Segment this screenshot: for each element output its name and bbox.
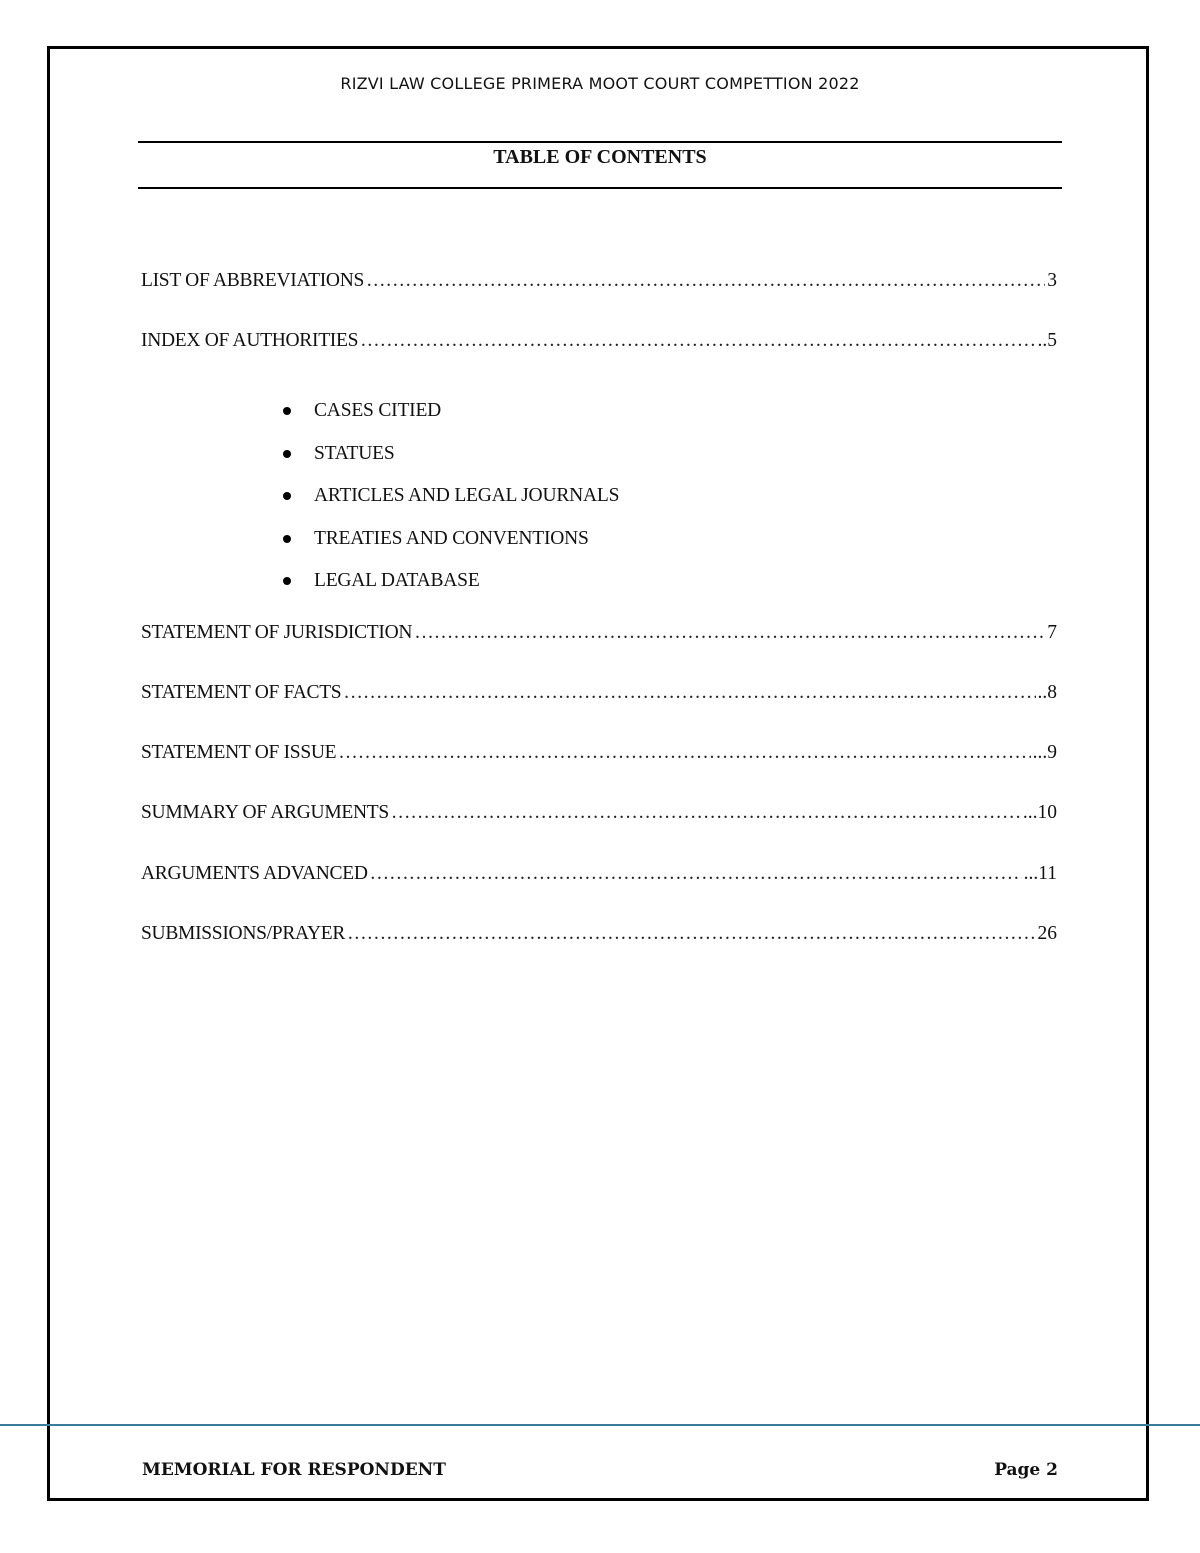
toc-entry-issue[interactable] — [141, 742, 1057, 764]
footer-page-number: Page 2 — [994, 1460, 1058, 1480]
toc-entry-facts[interactable] — [141, 682, 1057, 704]
toc-entry-label: INDEX OF AUTHORITIES — [141, 330, 359, 351]
list-item[interactable] — [280, 518, 619, 561]
dot-leader — [414, 622, 1045, 644]
toc-entry-label: STATEMENT OF ISSUE — [141, 742, 337, 763]
toc-entry-arguments[interactable] — [141, 863, 1057, 885]
dot-leader — [360, 330, 1035, 352]
toc-entry-abbreviations[interactable] — [141, 270, 1057, 292]
toc-entry-jurisdiction[interactable] — [141, 622, 1057, 644]
dot-leader — [391, 802, 1021, 824]
toc-entry-page: ..8 — [1037, 682, 1057, 703]
subitem-label: TREATIES AND CONVENTIONS — [314, 527, 589, 549]
toc-entry-page: ...11 — [1023, 863, 1057, 884]
toc-entry-prayer[interactable] — [141, 923, 1057, 945]
toc-heading: TABLE OF CONTENTS — [493, 146, 707, 168]
toc-entry-label: SUMMARY OF ARGUMENTS — [141, 802, 389, 823]
bullet-icon — [283, 407, 291, 415]
toc-entry-label: STATEMENT OF FACTS — [141, 682, 342, 703]
toc-entry-summary[interactable] — [141, 802, 1057, 824]
toc-entry-page: 26 — [1037, 923, 1057, 944]
dot-leader — [347, 923, 1035, 945]
toc-entry-page: ...9 — [1032, 742, 1057, 763]
dot-leader — [370, 863, 1022, 885]
subitem-label: LEGAL DATABASE — [314, 570, 480, 592]
list-item[interactable] — [280, 475, 619, 518]
toc-entry-label: LIST OF ABBREVIATIONS — [141, 270, 365, 291]
dot-leader — [366, 270, 1045, 292]
toc-entry-page: 3 — [1047, 270, 1057, 291]
bullet-icon — [283, 450, 291, 458]
toc-entry-label: SUBMISSIONS/PRAYER — [141, 923, 346, 944]
document-header: RIZVI LAW COLLEGE PRIMERA MOOT COURT COMPETTION 2022 — [340, 74, 860, 93]
toc-entry-page: ...10 — [1022, 802, 1057, 823]
title-rule-top — [138, 141, 1062, 143]
list-item[interactable] — [280, 433, 619, 476]
list-item[interactable] — [280, 390, 619, 433]
bullet-icon — [283, 492, 291, 500]
toc-entry-page: ..5 — [1037, 330, 1057, 351]
toc-entry-label: STATEMENT OF JURISDICTION — [141, 622, 413, 643]
subitem-label: CASES CITIED — [314, 400, 442, 422]
toc-entry-authorities[interactable] — [141, 330, 1057, 352]
dot-leader — [343, 682, 1035, 704]
title-rule-bottom — [138, 187, 1062, 189]
list-item[interactable] — [280, 560, 619, 603]
dot-leader — [338, 742, 1030, 764]
footer-memorial-label: MEMORIAL FOR RESPONDENT — [142, 1460, 446, 1480]
authorities-subitem-list — [280, 390, 619, 603]
bullet-icon — [283, 535, 291, 543]
toc-entry-label: ARGUMENTS ADVANCED — [141, 863, 368, 884]
toc-entry-page: 7 — [1047, 622, 1057, 643]
bullet-icon — [283, 577, 291, 585]
subitem-label: ARTICLES AND LEGAL JOURNALS — [314, 485, 620, 507]
subitem-label: STATUES — [314, 442, 395, 464]
page-border — [47, 46, 1149, 1501]
footer-divider — [0, 1424, 1200, 1426]
